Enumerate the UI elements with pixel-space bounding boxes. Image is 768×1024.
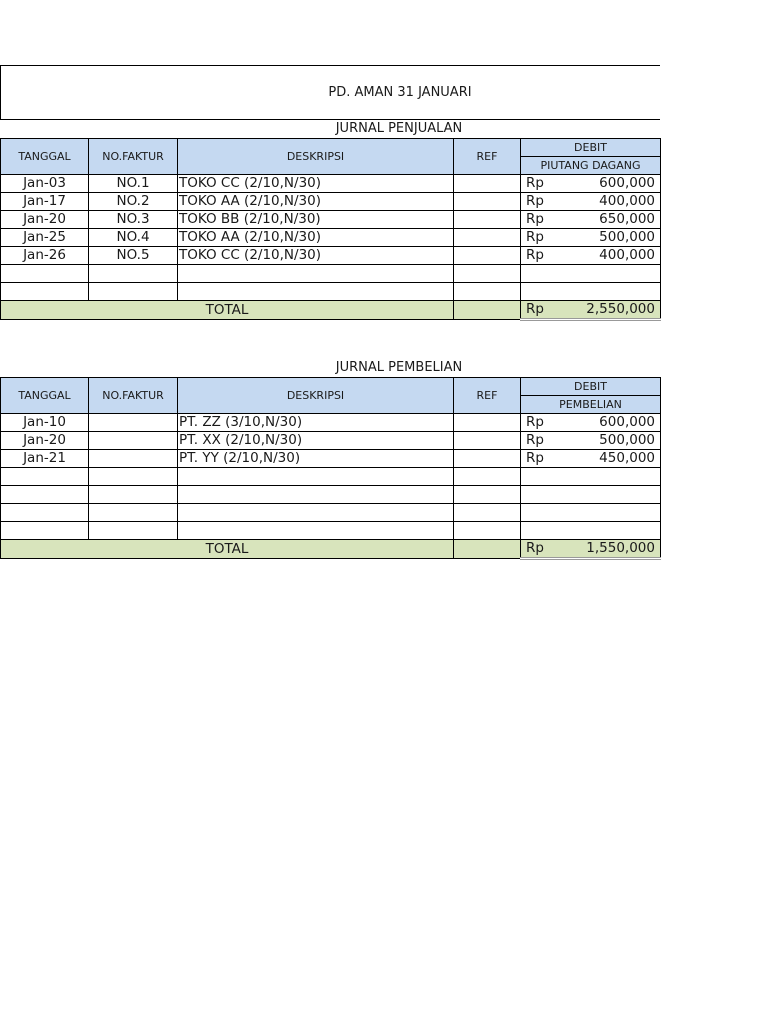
amount-wrap <box>526 301 655 318</box>
ref-cell <box>454 486 521 504</box>
amount-cell <box>521 432 661 450</box>
col-header-debit-account: PEMBELIAN <box>521 396 661 414</box>
date-cell <box>1 468 89 486</box>
currency-label: Rp <box>526 301 544 317</box>
description-cell <box>178 468 454 486</box>
table-row <box>1 522 661 540</box>
sales-journal-title: JURNAL PENJUALAN <box>335 121 463 136</box>
currency-label: Rp <box>526 432 544 448</box>
ref-cell <box>454 229 521 247</box>
description-cell: TOKO CC (2/10,N/30) <box>178 247 454 265</box>
ref-cell <box>454 193 521 211</box>
description-cell: TOKO AA (2/10,N/30) <box>178 229 454 247</box>
date-cell: Jan-20 <box>1 432 89 450</box>
date-cell <box>1 522 89 540</box>
total-amount-cell <box>521 301 661 320</box>
description-cell: PT. ZZ (3/10,N/30) <box>178 414 454 432</box>
amount-cell <box>521 522 661 540</box>
amount-wrap <box>526 175 655 192</box>
currency-label: Rp <box>526 414 544 430</box>
header-row <box>1 139 661 157</box>
invoice-cell: NO.2 <box>89 193 178 211</box>
invoice-cell <box>89 486 178 504</box>
amount-cell <box>521 283 661 301</box>
date-cell: Jan-25 <box>1 229 89 247</box>
amount-wrap <box>526 193 655 210</box>
table-row <box>1 450 661 468</box>
amount-cell <box>521 193 661 211</box>
table-row <box>1 432 661 450</box>
description-cell <box>178 522 454 540</box>
total-label: TOTAL <box>1 540 454 559</box>
description-cell: PT. XX (2/10,N/30) <box>178 432 454 450</box>
invoice-cell: NO.3 <box>89 211 178 229</box>
invoice-cell <box>89 265 178 283</box>
table-row <box>1 247 661 265</box>
table-row <box>1 283 661 301</box>
ref-cell <box>454 414 521 432</box>
amount-cell <box>521 468 661 486</box>
currency-label: Rp <box>526 540 544 556</box>
table-row <box>1 504 661 522</box>
date-cell: Jan-10 <box>1 414 89 432</box>
description-cell <box>178 504 454 522</box>
amount-cell <box>521 414 661 432</box>
table-row <box>1 193 661 211</box>
amount-cell <box>521 450 661 468</box>
ref-cell <box>454 247 521 265</box>
col-header-ref: REF <box>454 378 521 414</box>
total-ref-cell <box>454 301 521 320</box>
date-cell <box>1 265 89 283</box>
currency-label: Rp <box>526 229 544 245</box>
table-row <box>1 229 661 247</box>
amount-cell <box>521 229 661 247</box>
description-cell: TOKO CC (2/10,N/30) <box>178 175 454 193</box>
total-row <box>1 540 661 559</box>
ref-cell <box>454 504 521 522</box>
col-header-debit-account: PIUTANG DAGANG <box>521 157 661 175</box>
total-label: TOTAL <box>1 301 454 320</box>
currency-label: Rp <box>526 193 544 209</box>
amount-cell <box>521 211 661 229</box>
invoice-cell <box>89 414 178 432</box>
col-header-deskripsi: DESKRIPSI <box>178 139 454 175</box>
date-cell <box>1 486 89 504</box>
currency-label: Rp <box>526 175 544 191</box>
date-cell <box>1 504 89 522</box>
total-row <box>1 301 661 320</box>
col-header-tanggal: TANGGAL <box>1 139 89 175</box>
col-header-faktur: NO.FAKTUR <box>89 139 178 175</box>
amount-value: 600,000 <box>599 175 655 191</box>
amount-value: 500,000 <box>599 432 655 448</box>
currency-label: Rp <box>526 247 544 263</box>
col-header-debit: DEBIT <box>521 139 661 157</box>
invoice-cell: NO.1 <box>89 175 178 193</box>
invoice-cell <box>89 504 178 522</box>
invoice-cell <box>89 522 178 540</box>
ref-cell <box>454 175 521 193</box>
date-cell: Jan-26 <box>1 247 89 265</box>
amount-value: 450,000 <box>599 450 655 466</box>
amount-value: 600,000 <box>599 414 655 430</box>
description-cell: TOKO AA (2/10,N/30) <box>178 193 454 211</box>
amount-cell <box>521 504 661 522</box>
date-cell <box>1 283 89 301</box>
amount-wrap <box>526 450 655 467</box>
description-cell: TOKO BB (2/10,N/30) <box>178 211 454 229</box>
invoice-cell <box>89 450 178 468</box>
amount-value: 650,000 <box>599 211 655 227</box>
col-header-tanggal: TANGGAL <box>1 378 89 414</box>
invoice-cell <box>89 283 178 301</box>
col-header-debit: DEBIT <box>521 378 661 396</box>
total-ref-cell <box>454 540 521 559</box>
page-title: PD. AMAN 31 JANUARI <box>328 85 472 100</box>
amount-wrap <box>526 414 655 431</box>
total-amount-cell <box>521 540 661 559</box>
total-value: 2,550,000 <box>586 301 655 317</box>
ref-cell <box>454 432 521 450</box>
ref-cell <box>454 283 521 301</box>
amount-cell <box>521 175 661 193</box>
amount-wrap <box>526 229 655 246</box>
invoice-cell: NO.5 <box>89 247 178 265</box>
ref-cell <box>454 450 521 468</box>
amount-wrap <box>526 211 655 228</box>
amount-cell <box>521 486 661 504</box>
sales-journal-table <box>0 138 661 321</box>
col-header-deskripsi: DESKRIPSI <box>178 378 454 414</box>
header-row <box>1 378 661 396</box>
description-cell <box>178 486 454 504</box>
amount-value: 400,000 <box>599 247 655 263</box>
description-cell: PT. YY (2/10,N/30) <box>178 450 454 468</box>
purchase-journal-title: JURNAL PEMBELIAN <box>335 360 463 375</box>
ref-cell <box>454 211 521 229</box>
col-header-faktur: NO.FAKTUR <box>89 378 178 414</box>
total-value: 1,550,000 <box>586 540 655 556</box>
amount-cell <box>521 265 661 283</box>
currency-label: Rp <box>526 211 544 227</box>
amount-wrap <box>526 432 655 449</box>
table-row <box>1 468 661 486</box>
invoice-cell <box>89 468 178 486</box>
amount-wrap <box>526 247 655 264</box>
ref-cell <box>454 468 521 486</box>
date-cell: Jan-17 <box>1 193 89 211</box>
amount-wrap <box>526 540 655 557</box>
table-row <box>1 175 661 193</box>
date-cell: Jan-20 <box>1 211 89 229</box>
purchase-journal-table <box>0 377 661 560</box>
table-row <box>1 265 661 283</box>
invoice-cell <box>89 432 178 450</box>
date-cell: Jan-03 <box>1 175 89 193</box>
amount-value: 500,000 <box>599 229 655 245</box>
currency-label: Rp <box>526 450 544 466</box>
invoice-cell: NO.4 <box>89 229 178 247</box>
col-header-ref: REF <box>454 139 521 175</box>
table-row <box>1 414 661 432</box>
amount-cell <box>521 247 661 265</box>
table-row <box>1 486 661 504</box>
description-cell <box>178 283 454 301</box>
description-cell <box>178 265 454 283</box>
ref-cell <box>454 522 521 540</box>
date-cell: Jan-21 <box>1 450 89 468</box>
ref-cell <box>454 265 521 283</box>
amount-value: 400,000 <box>599 193 655 209</box>
title-box <box>0 65 660 120</box>
table-row <box>1 211 661 229</box>
